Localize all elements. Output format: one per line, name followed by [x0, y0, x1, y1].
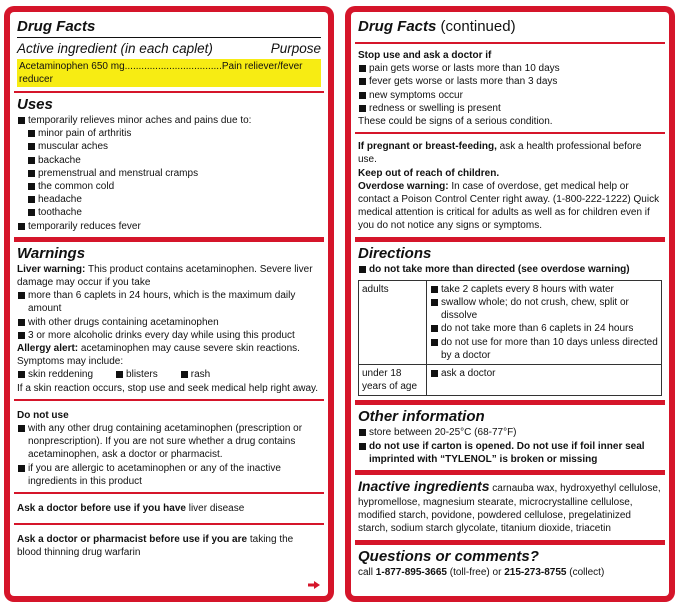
ask-pharmacist-label: Ask a doctor or pharmacist before use if you are — [17, 534, 248, 546]
adults-label: adults — [359, 280, 427, 364]
pregnancy-text — [358, 140, 662, 166]
ask-doctor-condition: liver disease — [185, 503, 245, 515]
collect-note: (collect) — [566, 566, 605, 578]
other-information-heading: Other information — [358, 408, 485, 426]
stop-use-list — [358, 62, 662, 115]
symptom-item: skin reddening — [17, 368, 93, 381]
directions-list — [358, 263, 662, 276]
directions-section — [355, 242, 665, 406]
do-not-use-list — [17, 422, 321, 488]
liver-warning-text: This product contains acetaminophen. Severe liver damage may occur if you take — [17, 263, 313, 289]
overdose-warning — [358, 180, 662, 233]
ask-doctor-section — [14, 494, 324, 525]
overdose-warning-label: Overdose warning: — [358, 180, 449, 192]
list-item: minor pain of arthritis — [27, 127, 321, 140]
list-item: temporarily reduces fever — [17, 220, 321, 233]
continued-label: (continued) — [436, 18, 516, 35]
directions-heading: Directions — [358, 244, 432, 262]
uses-list — [17, 114, 321, 127]
pregnancy-overdose-section — [355, 134, 665, 241]
ask-pharmacist-condition: taking the blood thinning drug warfarin — [17, 534, 294, 559]
do-not-use-heading: Do not use — [17, 409, 69, 421]
ask-doctor-label: Ask a doctor before use if you have — [17, 503, 186, 515]
adults-directions — [427, 280, 662, 364]
liver-warning-label: Liver warning: — [17, 263, 86, 275]
red-arrow-right-icon — [308, 581, 320, 589]
continued-title-section — [355, 15, 665, 44]
list-item: pain gets worse or lasts more than 10 days — [358, 62, 662, 75]
purpose-heading: Purpose — [270, 41, 321, 56]
questions-heading: Questions or comments? — [358, 547, 539, 565]
pregnancy-label: If pregnant or breast-feeding, — [358, 141, 497, 153]
inactive-ingredients-heading: Inactive ingredients — [358, 478, 490, 495]
symptom-item: blisters — [115, 368, 158, 381]
symptom-item: rash — [180, 368, 210, 381]
inactive-ingredients-list: carnauba wax, hydroxyethyl cellulose, hypromellose, magnesium stearate, microcrystalline cellulose, modified starch, povidone, powdered cellulose, pregelatinized starch, sodium starch glycolate, titanium dioxide, triacetin — [358, 483, 661, 535]
call-prefix: call — [358, 566, 376, 578]
toll-free-phone: 1-877-895-3665 — [375, 566, 447, 578]
list-item: the common cold — [27, 180, 321, 193]
list-item: backache — [27, 154, 321, 167]
list-item: temporarily relieves minor aches and pains due to: — [17, 114, 321, 127]
inactive-ingredients-text — [358, 477, 662, 536]
drug-facts-title: Drug Facts — [358, 18, 437, 35]
left-panel-content — [10, 12, 328, 596]
do-not-use-section — [14, 401, 324, 494]
questions-contact — [358, 566, 662, 579]
left-drug-facts-panel — [4, 6, 334, 602]
active-ingredient-heading: Active ingredient (in each caplet) — [17, 41, 213, 56]
allergy-alert-text: acetaminophen may cause severe skin reactions. Symptoms may include: — [17, 343, 300, 368]
allergy-alert — [17, 342, 321, 368]
list-item: toothache — [27, 206, 321, 219]
other-information-section — [355, 405, 665, 475]
list-item: 3 or more alcoholic drinks every day while using this product — [17, 329, 321, 342]
warnings-heading: Warnings — [17, 244, 86, 262]
collect-phone: 215-273-8755 — [504, 566, 567, 578]
list-item: with other drugs containing acetaminophen — [17, 316, 321, 329]
directions-table — [358, 280, 662, 397]
symptoms-row — [17, 368, 321, 381]
list-item: if you are allergic to acetaminophen or any of the inactive ingredients in this product — [17, 462, 321, 488]
list-item: store between 20-25°C (68-77°F) — [358, 426, 662, 439]
under-18-label: under 18 years of age — [359, 365, 427, 396]
list-item: redness or swelling is present — [358, 102, 662, 115]
list-item: ask a doctor — [430, 367, 658, 380]
list-item: more than 6 caplets in 24 hours, which is the maximum daily amount — [17, 289, 321, 315]
under-18-directions — [427, 365, 662, 396]
warnings-section — [14, 242, 324, 401]
toll-free-note: (toll-free) or — [446, 566, 505, 578]
table-row — [359, 365, 662, 396]
list-item: do not use for more than 10 days unless directed by a doctor — [430, 336, 658, 362]
list-item: new symptoms occur — [358, 89, 662, 102]
other-information-list — [358, 426, 662, 466]
list-item: with any other drug containing acetaminophen (prescription or nonprescription). If you are not sure whether a drug contains acetaminophen, ask a doctor or pharmacist. — [17, 422, 321, 462]
list-item: premenstrual and menstrual cramps — [27, 167, 321, 180]
active-ingredient-section — [14, 15, 324, 93]
list-item: swallow whole; do not crush, chew, split or dissolve — [430, 296, 658, 322]
list-item: headache — [27, 193, 321, 206]
uses-list-end — [17, 220, 321, 233]
active-ingredient-line: Acetaminophen 650 mg...................................Pain reliever/fever reducer — [17, 59, 321, 87]
active-heading-row — [17, 40, 321, 57]
uses-section — [14, 93, 324, 242]
right-drug-facts-panel — [345, 6, 675, 602]
uses-sub-list — [17, 127, 321, 219]
ask-pharmacist-section — [14, 525, 324, 563]
uses-heading: Uses — [17, 96, 53, 113]
keep-out-of-reach: Keep out of reach of children. — [358, 167, 500, 179]
list-item: fever gets worse or lasts more than 3 days — [358, 75, 662, 88]
liver-warning-list — [17, 289, 321, 342]
liver-warning — [17, 263, 321, 289]
list-item: take 2 caplets every 8 hours with water — [430, 283, 658, 296]
list-item: do not take more than 6 caplets in 24 hours — [430, 322, 658, 335]
ask-doctor-text — [17, 502, 321, 515]
allergy-after-text: If a skin reaction occurs, stop use and seek medical help right away. — [17, 382, 319, 394]
list-item: do not use if carton is opened. Do not use if foil inner seal imprinted with “TYLENOL” is broken or missing — [358, 440, 662, 466]
stop-use-after: These could be signs of a serious condition. — [358, 116, 553, 128]
right-panel-content — [351, 12, 669, 596]
overdose-warning-text: In case of overdose, get medical help or contact a Poison Control Center right away. (1-800-222-1222) Quick medical attention is critical for adults as well as for children even if you do not notice any signs or symptoms. — [358, 180, 660, 232]
allergy-alert-label: Allergy alert: — [17, 343, 79, 355]
stop-use-heading: Stop use and ask a doctor if — [358, 50, 492, 61]
list-item: do not take more than directed (see overdose warning) — [358, 263, 662, 276]
ask-pharmacist-text — [17, 533, 300, 559]
table-row — [359, 280, 662, 364]
drug-facts-continued-title — [358, 17, 662, 36]
stop-use-section — [355, 44, 665, 134]
inactive-ingredients-section — [355, 475, 665, 545]
drug-facts-title: Drug Facts — [17, 18, 96, 35]
list-item: muscular aches — [27, 140, 321, 153]
title-rule — [17, 37, 321, 38]
pregnancy-advice: ask a health professional before use. — [358, 141, 642, 166]
questions-section — [355, 545, 665, 583]
